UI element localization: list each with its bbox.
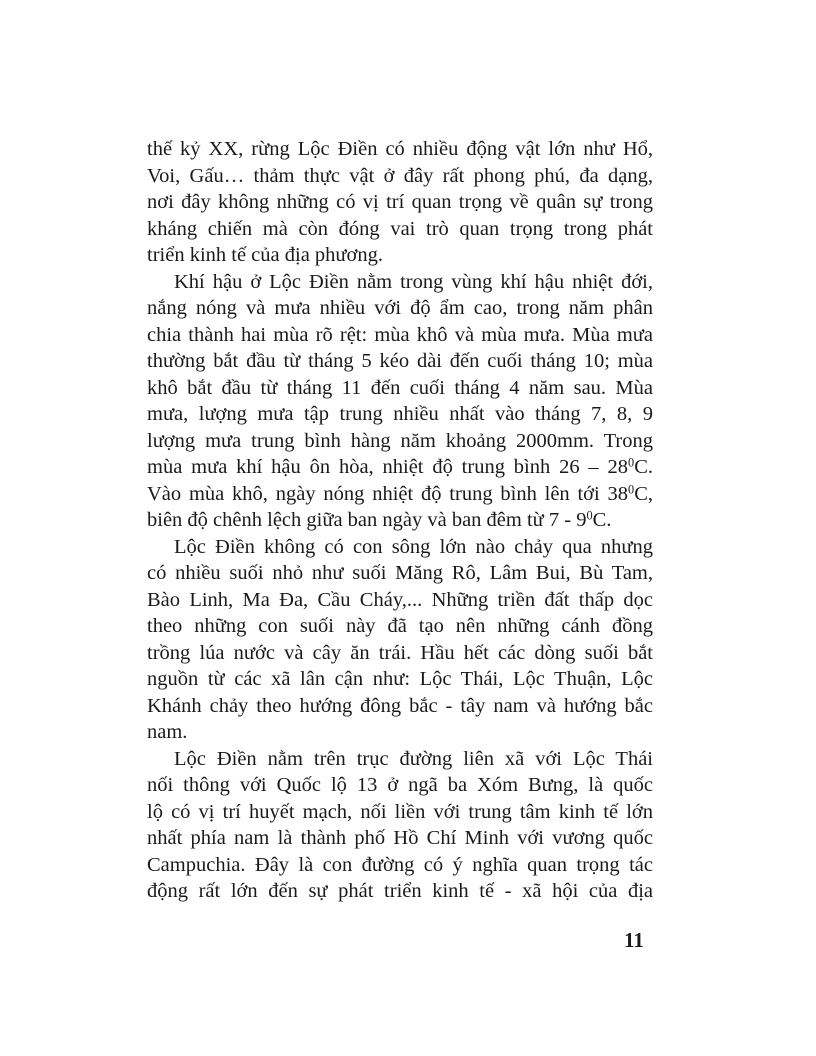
text-line: triển kinh tế của địa phương.	[147, 244, 384, 266]
paragraph	[147, 269, 653, 534]
text-line: nối thông với Quốc lộ 13 ở ngã ba Xóm Bưng, là quốc	[147, 774, 653, 796]
text-line: nơi đây không những có vị trí quan trọng về quân sự trong	[147, 191, 653, 213]
text-line: trồng lúa nước và cây ăn trái. Hầu hết các dòng suối bắt	[147, 641, 653, 664]
text-line: Campuchia. Đây là con đường có ý nghĩa quan trọng tác	[147, 853, 653, 876]
text-line: Khánh chảy theo hướng đông bắc - tây nam và hướng bắc	[147, 694, 653, 717]
text-line: biên độ chênh lệch giữa ban ngày và ban đêm từ $7 - 9^0C$.	[147, 508, 612, 531]
text-line: động rất lớn đến sự phát triển kinh tế - xã hội của địa	[147, 880, 653, 902]
text-line: mùa mưa khí hậu ôn hòa, nhiệt độ trung bình $26 - 28^0C$.	[147, 455, 653, 478]
text-line: Lộc Điền nằm trên trục đường liên xã với Lộc Thái	[174, 747, 653, 770]
body-text	[147, 136, 653, 905]
paragraph	[147, 534, 653, 746]
text-line: nam.	[147, 721, 188, 743]
text-line: lộ có vị trí huyết mạch, nối liền với trung tâm kinh tế lớn	[147, 800, 653, 823]
text-line: Vào mùa khô, ngày nóng nhiệt độ trung bình lên tới $38^0C$,	[147, 481, 653, 505]
text-line: theo những con suối này đã tạo nên những cánh đồng	[147, 615, 653, 637]
text-line: Khí hậu ở Lộc Điền nằm trong vùng khí hậu nhiệt đới,	[174, 270, 653, 293]
text-line: có nhiều suối nhỏ như suối Măng Rô, Lâm Bui, Bù Tam,	[147, 562, 653, 584]
text-line: chia thành hai mùa rõ rệt: mùa khô và mùa mưa. Mùa mưa	[147, 323, 653, 346]
text-line: mưa, lượng mưa tập trung nhiều nhất vào tháng 7, 8, 9	[147, 403, 653, 425]
text-line: kháng chiến mà còn đóng vai trò quan trọng trong phát	[147, 217, 653, 240]
text-line: thế kỷ XX, rừng Lộc Điền có nhiều động vật lớn như Hổ,	[147, 138, 653, 160]
text-line: nắng nóng và mưa nhiều với độ ẩm cao, trong năm phân	[147, 297, 653, 319]
text-line: Lộc Điền không có con sông lớn nào chảy qua nhưng	[174, 535, 653, 558]
text-line: Voi, Gấu… thảm thực vật ở đây rất phong phú, đa dạng,	[147, 164, 653, 187]
text-line: Bào Linh, Ma Đa, Cầu Cháy,... Những triền đất thấp dọc	[147, 588, 653, 611]
paragraph	[147, 136, 653, 269]
text-line: lượng mưa trung bình hàng năm khoảng 2000mm. Trong	[147, 429, 653, 452]
text-line: nguồn từ các xã lân cận như: Lộc Thái, Lộc Thuận, Lộc	[147, 668, 653, 690]
page-number: 11	[624, 928, 644, 952]
text-line: thường bắt đầu từ tháng 5 kéo dài đến cuối tháng 10; mùa	[147, 350, 653, 372]
text-line: khô bắt đầu từ tháng 11 đến cuối tháng 4 năm sau. Mùa	[147, 376, 653, 399]
paragraph	[147, 746, 653, 905]
text-line: nhất phía nam là thành phố Hồ Chí Minh với vương quốc	[147, 827, 653, 849]
